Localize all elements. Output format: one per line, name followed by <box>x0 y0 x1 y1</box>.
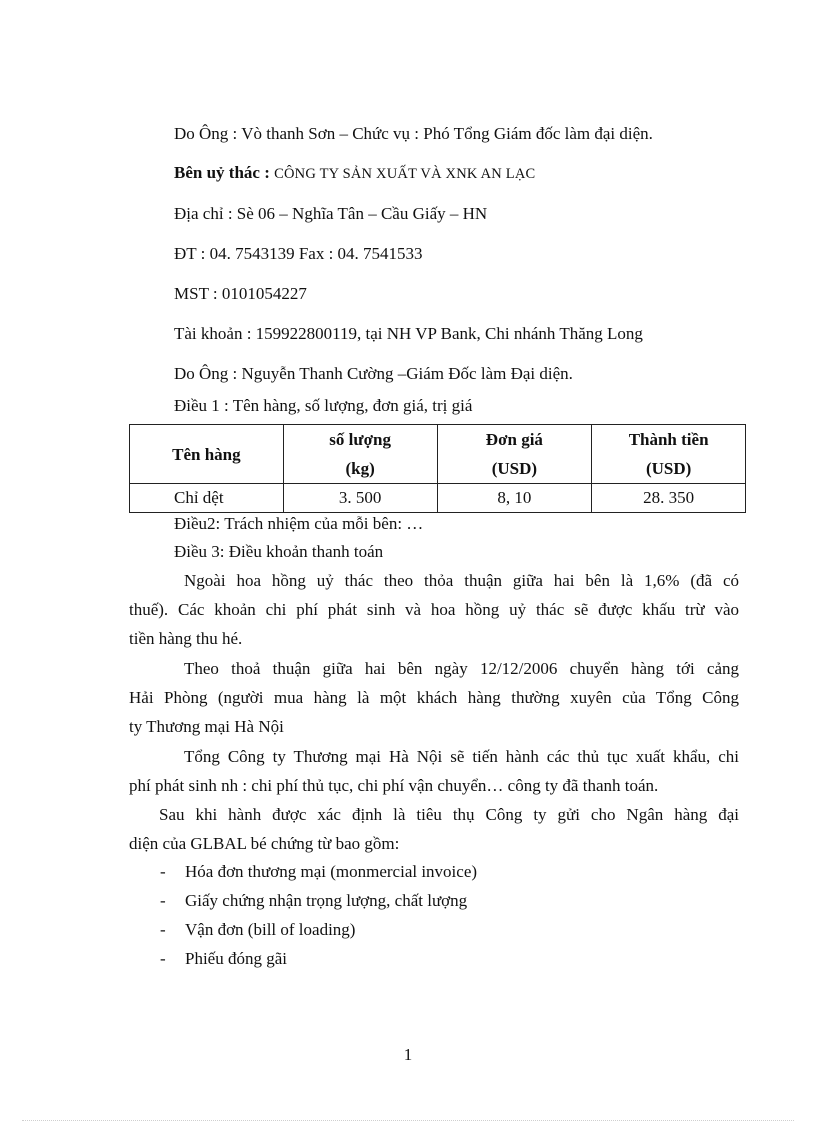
header-quantity: số lượng (kg) <box>283 425 437 484</box>
entrusting-party-label: Bên uỷ thác : <box>174 163 270 182</box>
tax-code-line: MST : 0101054227 <box>174 284 307 303</box>
page-bottom-divider <box>22 1120 794 1121</box>
list-item: - Phiếu đóng gãi <box>160 949 287 968</box>
phone-fax-line: ĐT : 04. 7543139 Fax : 04. 7541533 <box>174 244 423 263</box>
list-item: - Hóa đơn thương mại (monmercial invoice) <box>160 862 478 881</box>
entrusting-company-name: CÔNG TY SẢN XUẤT VÀ XNK AN LẠC <box>274 166 536 182</box>
page-number: 1 <box>403 1045 413 1064</box>
bullet-dash: - <box>160 862 166 881</box>
cell-total: 28. 350 <box>592 484 746 513</box>
bullet-dash: - <box>160 949 166 968</box>
list-item: - Giấy chứng nhận trọng lượng, chất lượng <box>160 891 468 910</box>
bullet-dash: - <box>160 920 166 939</box>
representative-line-2: Do Ông : Nguyễn Thanh Cường –Giám Đốc làm Đại diện. <box>174 364 573 383</box>
address-line: Địa chỉ : Sè 06 – Nghĩa Tân – Cầu Giấy – HN <box>174 204 488 223</box>
bank-account-line: Tài khoản : 159922800119, tại NH VP Bank, Chi nhánh Thăng Long <box>174 324 643 343</box>
cell-quantity: 3. 500 <box>283 484 437 513</box>
header-unit-price: Đơn giá (USD) <box>437 425 592 484</box>
cell-unit-price: 8, 10 <box>437 484 592 513</box>
table-row <box>130 484 746 513</box>
header-item-name: Tên hàng <box>130 425 284 484</box>
bullet-dash: - <box>160 891 166 910</box>
goods-table <box>129 424 746 513</box>
goods-table-header-row <box>130 425 746 484</box>
article-2-heading: Điều2: Trách nhiệm của mỗi bên: … <box>174 514 424 533</box>
entrusting-party-line <box>174 163 535 184</box>
paragraph-commission: Ngoài hoa hồng uỷ thác theo thỏa thuận giữa hai bên là 1,6% (đã có thuế). Các khoản chi phí phát sinh và hoa hồng uỷ thác sẽ được khấu trừ vào tiền hàng thu hé. <box>129 571 739 648</box>
article-1-heading: Điều 1 : Tên hàng, số lượng, đơn giá, trị giá <box>174 396 473 415</box>
paragraph-shipment: Theo thoả thuận giữa hai bên ngày 12/12/2006 chuyển hàng tới cảng Hải Phòng (người mua hàng là một khách hàng thường xuyên của Tổng Công ty Thương mại Hà Nội <box>129 659 739 736</box>
article-3-heading: Điều 3: Điều khoản thanh toán <box>174 542 384 561</box>
paragraph-export-procedures: Tổng Công ty Thương mại Hà Nội sẽ tiến hành các thủ tục xuất khẩu, chi phí phát sinh nh : chi phí thủ tục, chi phí vận chuyển… công ty đã thanh toán. <box>129 747 739 795</box>
header-total: Thành tiền (USD) <box>592 425 746 484</box>
list-item: - Vận đơn (bill of loading) <box>160 920 356 939</box>
paragraph-documents: Sau khi hành được xác định là tiêu thụ Công ty gửi cho Ngân hàng đại diện của GLBAL bé chứng từ bao gồm: <box>129 805 739 853</box>
cell-item-name: Chỉ dệt <box>130 484 284 513</box>
representative-line-1: Do Ông : Vò thanh Sơn – Chức vụ : Phó Tổng Giám đốc làm đại diện. <box>174 124 653 143</box>
